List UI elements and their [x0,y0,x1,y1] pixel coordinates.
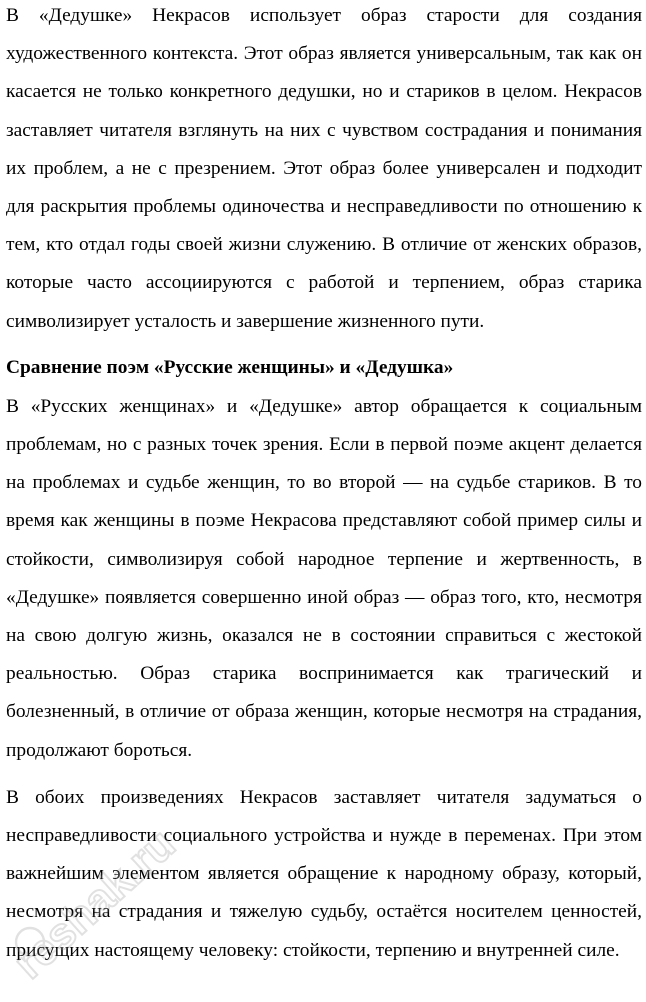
watermark-text: reshak.ru [4,819,185,989]
paragraph-old-age-image: В «Дедушке» Некрасов использует образ старости для создания художественного контекста. Этот образ является универсальным, так как он касается не только конкретного дедушки, но и стариков в целом. Некрасов заставляет читателя взглянуть на них с чувством сострадания и понимания их проблем, а не с презрением. Этот образ более универсален и подходит для раскрытия проблемы одиночества и несправедливости по отношению к тем, кто отдал годы своей жизни служению. В отличие от женских образов, которые часто ассоциируются с работой и терпением, образ старика символизирует усталость и завершение жизненного пути. [6,5,642,332]
paragraph-poem-comparison: В «Русских женщинах» и «Дедушке» автор обращается к социальным проблемам, но с разных точек зрения. Если в первой поэме акцент делается на проблемах и судьбе женщин, то во второй — на судьбе стариков. В то время как женщины в поэме Некрасова представляют собой пример силы и стойкости, символизируя собой народное терпение и жертвенность, в «Дедушке» появляется совершенно иной образ — образ того, кто, несмотря на свою долгую жизнь, оказался не в состоянии справиться с жестокой реальностью. Образ старика воспринимается как трагический и болезненный, в отличие от образа женщин, которые несмотря на страдания, продолжают бороться. [6,395,642,761]
paragraph-conclusion: В обоих произведениях Некрасов заставляет читателя задуматься о несправедливости социального устройства и нужде в переменах. При этом важнейшим элементом является обращение к народному образу, который, несмотря на страдания и тяжелую судьбу, остаётся носителем ценностей, присущих настоящему человеку: стойкости, терпению и внутренней силе. [6,786,642,961]
section-heading: Сравнение поэм «Русские женщины» и «Дедушка» [6,356,454,378]
document-page [6,0,642,970]
